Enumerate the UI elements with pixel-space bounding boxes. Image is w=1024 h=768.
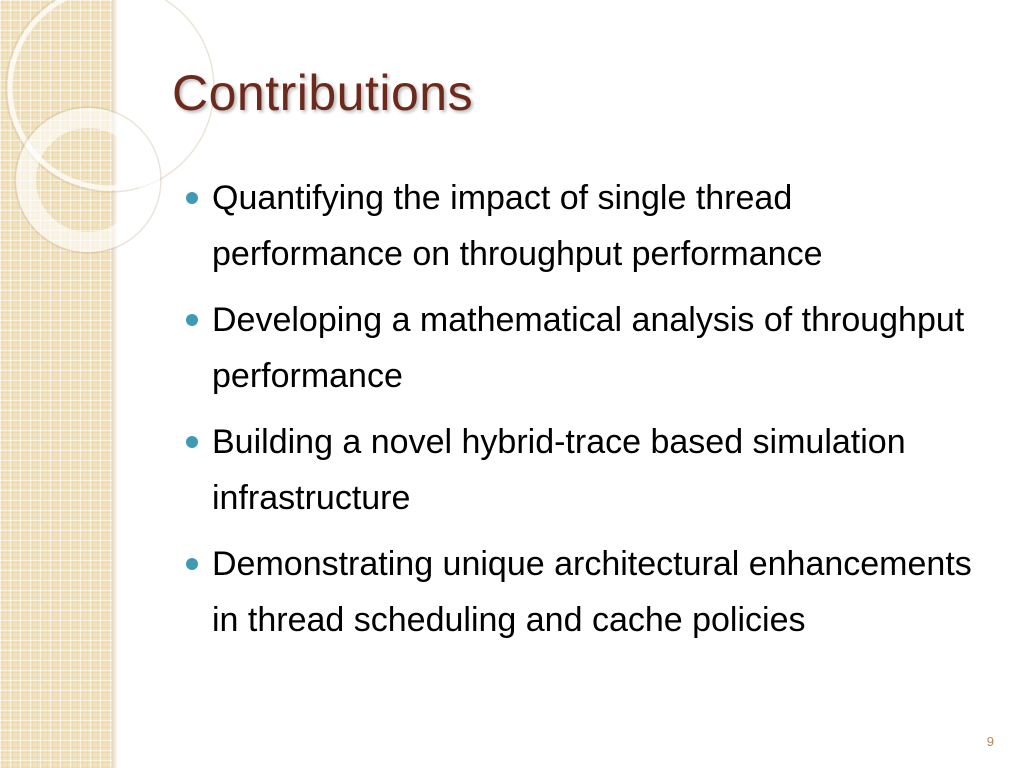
page-number: 9 (986, 734, 994, 749)
bullet-item (186, 414, 986, 526)
bullet-list (186, 170, 986, 658)
bullet-text: Demonstrating unique architectural enhancements in thread scheduling and cache policies (212, 545, 972, 639)
bullet-item (186, 536, 986, 648)
slide-title: Contributions (172, 65, 474, 121)
bullet-marker-icon (186, 436, 198, 448)
bullet-text: Building a novel hybrid-trace based simulation infrastructure (212, 423, 906, 517)
bullet-marker-icon (186, 314, 198, 326)
bullet-text: Quantifying the impact of single thread performance on throughput performance (212, 179, 823, 273)
bullet-text: Developing a mathematical analysis of throughput performance (212, 301, 965, 395)
bullet-item (186, 292, 986, 404)
bullet-item (186, 170, 986, 282)
bullet-marker-icon (186, 192, 198, 204)
bullet-marker-icon (186, 558, 198, 570)
